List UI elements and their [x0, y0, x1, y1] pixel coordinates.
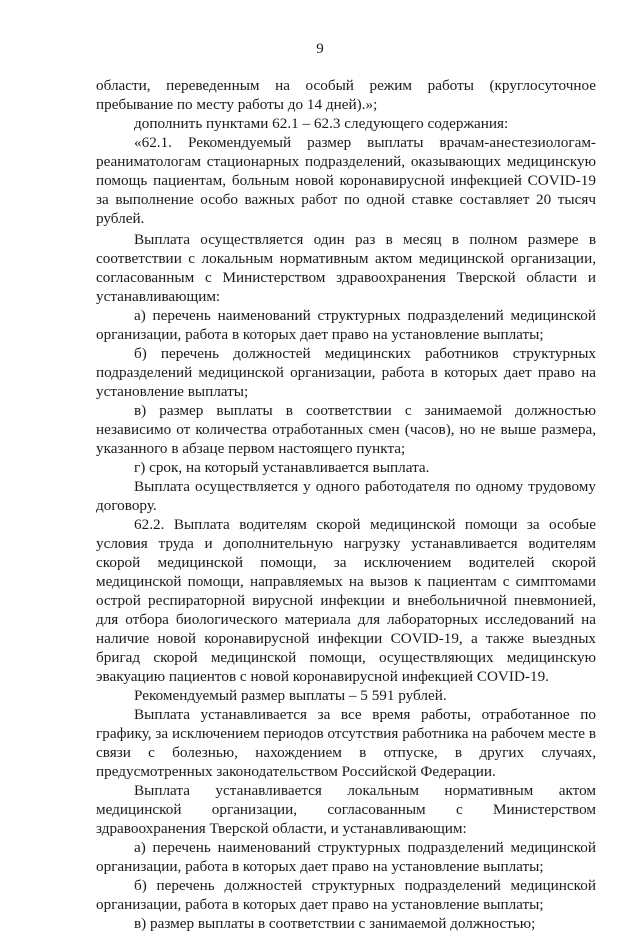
list-item: в) размер выплаты в соответствии с занимаемой должностью независимо от количества отработанных смен (часов), но не выше размера, указанного в абзаце первом настоящего пункта; — [96, 402, 596, 457]
paragraph: Выплата устанавливается за все время работы, отработанное по графику, за исключением периодов отсутствия работника на рабочем месте в связи с болезнью, нахождением в отпуске, в других случаях, предусмотренных законодательством Российской Федерации. — [96, 706, 596, 780]
paragraph: Выплата осуществляется у одного работодателя по одному трудовому договору. — [96, 478, 596, 514]
list-item: г) срок, на который устанавливается выплата. — [134, 459, 430, 476]
page-number: 9 — [316, 41, 324, 57]
paragraph: 62.2. Выплата водителям скорой медицинской помощи за особые условия труда и дополнительную нагрузку устанавливается водителям скорой медицинской помощи, за исключением водителей скорой медицинской помощи, направляемых на вызов к пациентам с симптомами острой респираторной вирусной инфекции и внебольничной пневмонией, для отбора биологического материала для лабораторных исследований на наличие новой коронавирусной инфекции COVID-19, а также выездных бригад скорой медицинской помощи, осуществляющих медицинскую эвакуацию пациентов с новой коронавирусной инфекцией COVID-19. — [96, 516, 596, 685]
list-item: в) размер выплаты в соответствии с занимаемой должностью; — [134, 915, 536, 932]
document-body — [96, 76, 596, 933]
paragraph: «62.1. Рекомендуемый размер выплаты врачам-анестезиологам-реаниматологам стационарных подразделений, оказывающих медицинскую помощь пациентам, больным новой коронавирусной инфекцией COVID-19 за выполнение особо важных работ по одной ставке составляет 20 тысяч рублей. — [96, 134, 596, 227]
paragraph: Выплата устанавливается локальным нормативным актом медицинской организации, согласованным с Министерством здравоохранения Тверской области, и устанавливающим: — [96, 782, 596, 837]
list-item: б) перечень должностей структурных подразделений медицинской организации, работа в которых дает право на установление выплаты; — [96, 877, 596, 913]
list-item: б) перечень должностей медицинских работников структурных подразделений медицинской организации, работа в которых дает право на установление выплаты; — [96, 345, 596, 400]
paragraph: Рекомендуемый размер выплаты – 5 591 рублей. — [134, 687, 447, 704]
list-item: а) перечень наименований структурных подразделений медицинской организации, работа в которых дает право на установление выплаты; — [96, 839, 596, 875]
list-item: а) перечень наименований структурных подразделений медицинской организации, работа в которых дает право на установление выплаты; — [96, 307, 596, 343]
paragraph: дополнить пунктами 62.1 – 62.3 следующего содержания: — [134, 115, 509, 132]
paragraph: Выплата осуществляется один раз в месяц в полном размере в соответствии с локальным нормативным актом медицинской организации, согласованным с Министерством здравоохранения Тверской области и устанавливающим: — [96, 231, 596, 305]
paragraph: области, переведенным на особый режим работы (круглосуточное пребывание по месту работы до 14 дней).»; — [96, 77, 596, 113]
